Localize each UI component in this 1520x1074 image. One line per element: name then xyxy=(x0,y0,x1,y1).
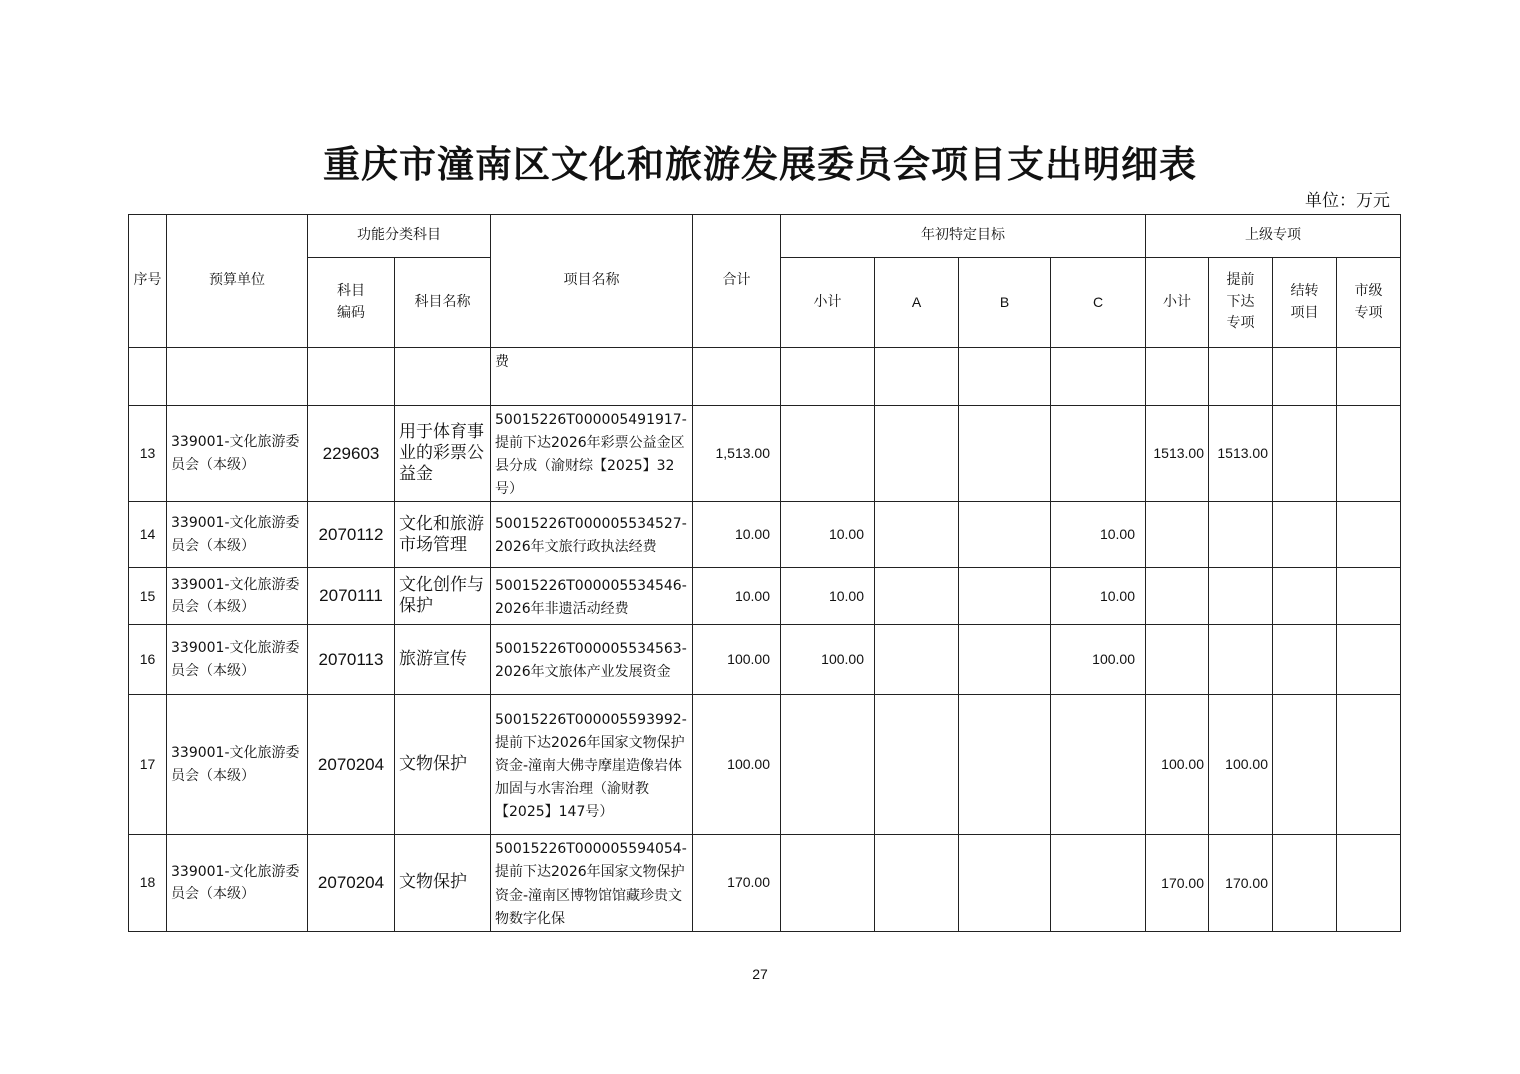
row-code: 229603 xyxy=(308,406,395,502)
row-upper-carry xyxy=(1273,625,1337,695)
header-seq: 序号 xyxy=(129,215,167,348)
row-target-c: 10.00 xyxy=(1051,502,1146,568)
row-upper-advance xyxy=(1209,502,1273,568)
header-upper-advance xyxy=(1209,258,1273,348)
row-project: 50015226T000005593992-提前下达2026年国家文物保护资金-潼南大佛寺摩崖造像岩体加固与水害治理（渝财教【2025】147号） xyxy=(491,695,693,835)
header-row-1 xyxy=(129,215,1401,258)
row-unit: 339001-文化旅游委员会（本级） xyxy=(167,625,308,695)
row-target-c xyxy=(1051,835,1146,931)
row-upper-advance: 1513.00 xyxy=(1209,406,1273,502)
row-upper-subtotal xyxy=(1146,502,1209,568)
row-total: 10.00 xyxy=(693,568,781,625)
table-cell xyxy=(395,348,491,406)
table-row xyxy=(129,835,1401,931)
row-seq: 13 xyxy=(129,406,167,502)
row-seq: 18 xyxy=(129,835,167,931)
row-target-subtotal: 100.00 xyxy=(781,625,875,695)
expense-table xyxy=(128,214,1401,932)
row-unit: 339001-文化旅游委员会（本级） xyxy=(167,568,308,625)
row-upper-city xyxy=(1337,568,1401,625)
table-cell xyxy=(308,348,395,406)
row-target-subtotal: 10.00 xyxy=(781,568,875,625)
row-total: 1,513.00 xyxy=(693,406,781,502)
header-project-name: 项目名称 xyxy=(491,215,693,348)
row-upper-subtotal: 100.00 xyxy=(1146,695,1209,835)
row-subject-name: 旅游宣传 xyxy=(395,625,491,695)
row-unit: 339001-文化旅游委员会（本级） xyxy=(167,502,308,568)
row-project: 50015226T000005594054-提前下达2026年国家文物保护资金-潼南区博物馆馆藏珍贵文物数字化保 xyxy=(491,835,693,931)
page-title: 重庆市潼南区文化和旅游发展委员会项目支出明细表 xyxy=(323,142,1197,186)
row-upper-city xyxy=(1337,835,1401,931)
row-upper-carry xyxy=(1273,568,1337,625)
row-upper-carry xyxy=(1273,406,1337,502)
header-func-group: 功能分类科目 xyxy=(308,215,491,258)
header-total: 合计 xyxy=(693,215,781,348)
table-row xyxy=(129,568,1401,625)
header-subject-name: 科目名称 xyxy=(395,258,491,348)
row-code: 2070204 xyxy=(308,835,395,931)
row-seq: 14 xyxy=(129,502,167,568)
header-upper-city-text: 市级专项 xyxy=(1354,282,1383,321)
row-target-subtotal xyxy=(781,406,875,502)
row-project: 50015226T000005534546-2026年非遗活动经费 xyxy=(491,568,693,625)
header-subject-code-text: 科目编码 xyxy=(337,282,365,321)
row-upper-subtotal: 170.00 xyxy=(1146,835,1209,931)
row-total: 100.00 xyxy=(693,625,781,695)
table-cell xyxy=(1051,348,1146,406)
table-cell xyxy=(1146,348,1209,406)
row-target-b xyxy=(959,406,1051,502)
row-upper-city xyxy=(1337,625,1401,695)
row-upper-subtotal xyxy=(1146,625,1209,695)
row-target-c xyxy=(1051,406,1146,502)
row-target-a xyxy=(875,625,959,695)
header-target-c: C xyxy=(1051,258,1146,348)
row-code: 2070204 xyxy=(308,695,395,835)
row-subject-name: 文物保护 xyxy=(395,835,491,931)
header-upper-carry-text: 结转项目 xyxy=(1290,282,1319,321)
header-subject-code xyxy=(308,258,395,348)
row-unit: 339001-文化旅游委员会（本级） xyxy=(167,695,308,835)
row-subject-name: 用于体育事业的彩票公益金 xyxy=(395,406,491,502)
header-upper-carry xyxy=(1273,258,1337,348)
table-row xyxy=(129,406,1401,502)
table-cell xyxy=(1337,348,1401,406)
row-subject-name: 文化创作与保护 xyxy=(395,568,491,625)
header-upper-city xyxy=(1337,258,1401,348)
row-upper-city xyxy=(1337,502,1401,568)
row-project: 50015226T000005534527-2026年文旅行政执法经费 xyxy=(491,502,693,568)
row-target-a xyxy=(875,406,959,502)
row-target-a xyxy=(875,835,959,931)
row-upper-advance: 170.00 xyxy=(1209,835,1273,931)
header-budget-unit: 预算单位 xyxy=(167,215,308,348)
row-subject-name: 文物保护 xyxy=(395,695,491,835)
row-code: 2070113 xyxy=(308,625,395,695)
row-target-c: 100.00 xyxy=(1051,625,1146,695)
row-target-b xyxy=(959,835,1051,931)
row-target-a xyxy=(875,568,959,625)
page-number: 27 xyxy=(752,966,768,982)
row-target-subtotal: 10.00 xyxy=(781,502,875,568)
row-target-b xyxy=(959,502,1051,568)
row-upper-city xyxy=(1337,406,1401,502)
table-cell xyxy=(781,348,875,406)
header-target-group: 年初特定目标 xyxy=(781,215,1146,258)
header-target-subtotal: 小计 xyxy=(781,258,875,348)
row-unit: 339001-文化旅游委员会（本级） xyxy=(167,406,308,502)
row-total: 100.00 xyxy=(693,695,781,835)
table-cell xyxy=(875,348,959,406)
row-subject-name: 文化和旅游市场管理 xyxy=(395,502,491,568)
row-upper-advance xyxy=(1209,568,1273,625)
header-target-a: A xyxy=(875,258,959,348)
row-upper-carry xyxy=(1273,502,1337,568)
row-code: 2070111 xyxy=(308,568,395,625)
row-upper-carry xyxy=(1273,835,1337,931)
table-cell xyxy=(167,348,308,406)
header-target-b: B xyxy=(959,258,1051,348)
row-total: 170.00 xyxy=(693,835,781,931)
continued-row xyxy=(129,348,1401,406)
row-project: 50015226T000005491917-提前下达2026年彩票公益金区县分成（渝财综【2025】32号） xyxy=(491,406,693,502)
table-row xyxy=(129,695,1401,835)
row-unit: 339001-文化旅游委员会（本级） xyxy=(167,835,308,931)
table-cell xyxy=(693,348,781,406)
row-target-a xyxy=(875,502,959,568)
row-target-subtotal xyxy=(781,695,875,835)
table-cell xyxy=(959,348,1051,406)
row-total: 10.00 xyxy=(693,502,781,568)
row-upper-carry xyxy=(1273,695,1337,835)
row-target-c: 10.00 xyxy=(1051,568,1146,625)
header-upper-advance-text: 提前下达专项 xyxy=(1226,271,1255,332)
row-upper-advance xyxy=(1209,625,1273,695)
row-upper-subtotal: 1513.00 xyxy=(1146,406,1209,502)
row-seq: 15 xyxy=(129,568,167,625)
table-cell xyxy=(1273,348,1337,406)
row-upper-advance: 100.00 xyxy=(1209,695,1273,835)
table-row xyxy=(129,502,1401,568)
row-target-subtotal xyxy=(781,835,875,931)
header-upper-subtotal: 小计 xyxy=(1146,258,1209,348)
row-target-b xyxy=(959,625,1051,695)
row-code: 2070112 xyxy=(308,502,395,568)
table-row xyxy=(129,625,1401,695)
row-target-b xyxy=(959,568,1051,625)
header-upper-group: 上级专项 xyxy=(1146,215,1401,258)
row-seq: 17 xyxy=(129,695,167,835)
unit-label: 单位：万元 xyxy=(1305,191,1390,211)
continued-project-tail: 费 xyxy=(491,348,693,406)
table-cell xyxy=(1209,348,1273,406)
row-seq: 16 xyxy=(129,625,167,695)
row-project: 50015226T000005534563-2026年文旅体产业发展资金 xyxy=(491,625,693,695)
row-target-c xyxy=(1051,695,1146,835)
table-cell xyxy=(129,348,167,406)
row-upper-city xyxy=(1337,695,1401,835)
row-target-a xyxy=(875,695,959,835)
row-target-b xyxy=(959,695,1051,835)
row-upper-subtotal xyxy=(1146,568,1209,625)
